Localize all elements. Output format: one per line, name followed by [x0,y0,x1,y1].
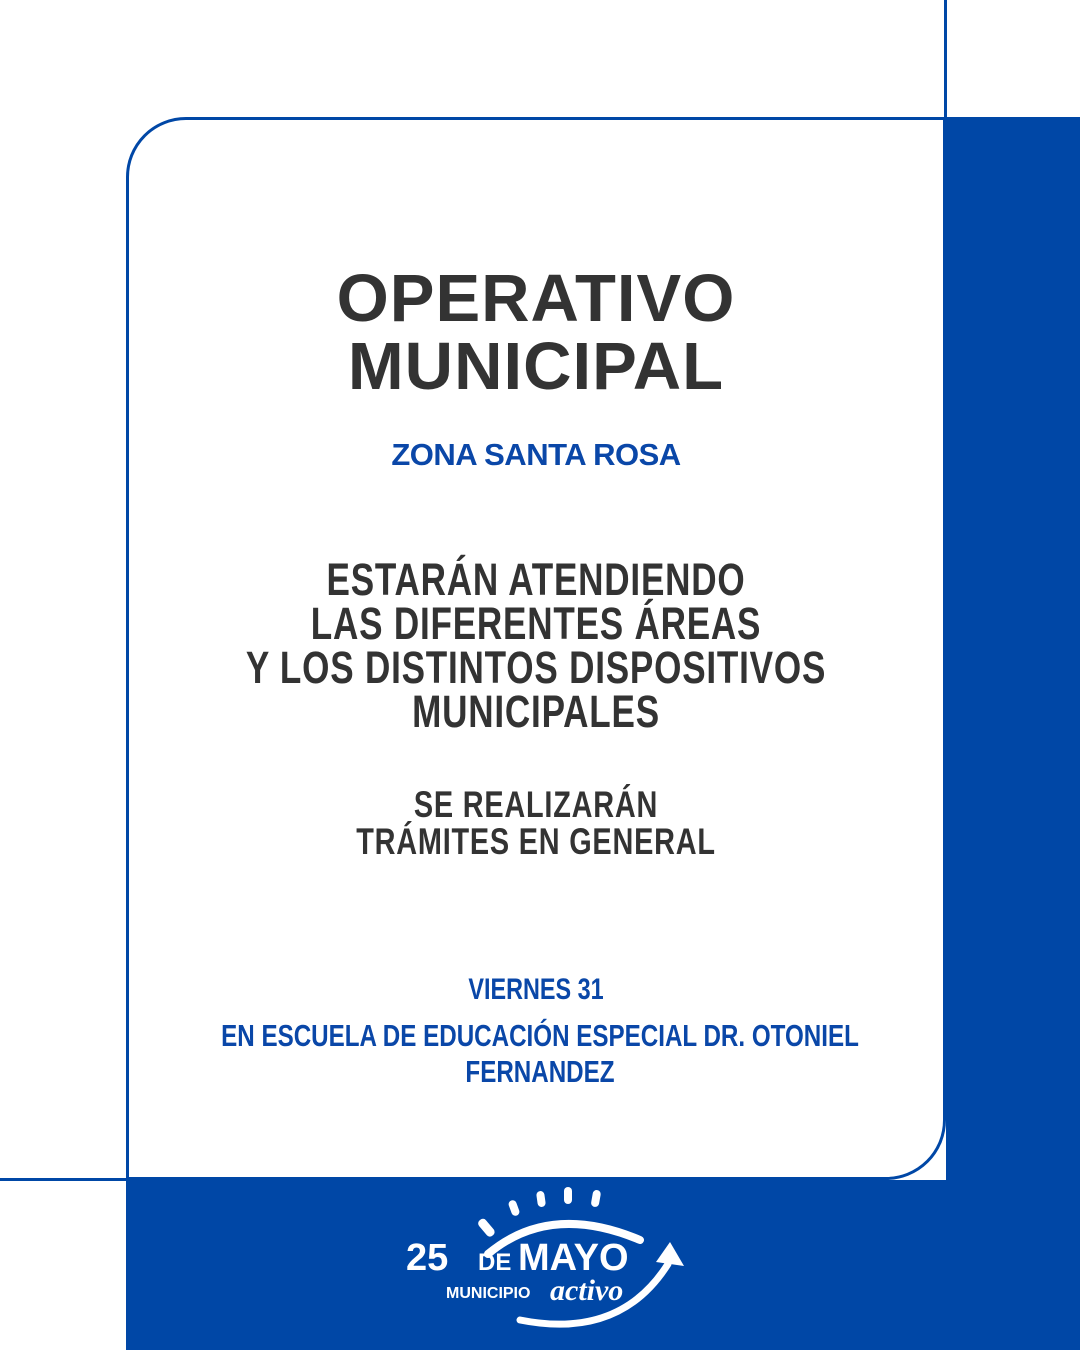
page-title [126,261,946,404]
logo-mayo: MAYO [518,1237,629,1279]
service-line-2: LAS DIFERENTES ÁREAS [310,598,762,649]
frame-line-vertical [944,0,947,120]
title-line-2: MUNICIPAL [347,329,725,404]
logo-municipio: MUNICIPIO [446,1285,531,1302]
service-line-1: ESTARÁN ATENDIENDO [326,554,746,605]
service-line-4: MUNICIPALES [412,686,660,737]
title-line-1: OPERATIVO [336,261,736,336]
service-description [216,554,856,737]
logo-de: DE [478,1249,512,1276]
service-line-3: Y LOS DISTINTOS DISPOSITIVOS [245,642,827,693]
zone-subtitle: ZONA SANTA ROSA [391,437,681,472]
procedures-line-1: SE REALIZARÁN [413,784,659,825]
blue-side-band [946,117,1080,1350]
event-place: EN ESCUELA DE EDUCACIÓN ESPECIAL DR. OTONIEL FERNANDEZ [221,1018,859,1089]
logo-activo: activo [550,1274,624,1307]
logo-number: 25 [406,1237,449,1279]
frame-line-horizontal [0,1178,130,1181]
procedures-note [216,786,856,860]
municipality-logo [400,1182,690,1342]
arrow-up-icon [656,1242,684,1266]
event-date: VIERNES 31 [468,973,604,1006]
procedures-line-2: TRÁMITES EN GENERAL [356,821,716,862]
